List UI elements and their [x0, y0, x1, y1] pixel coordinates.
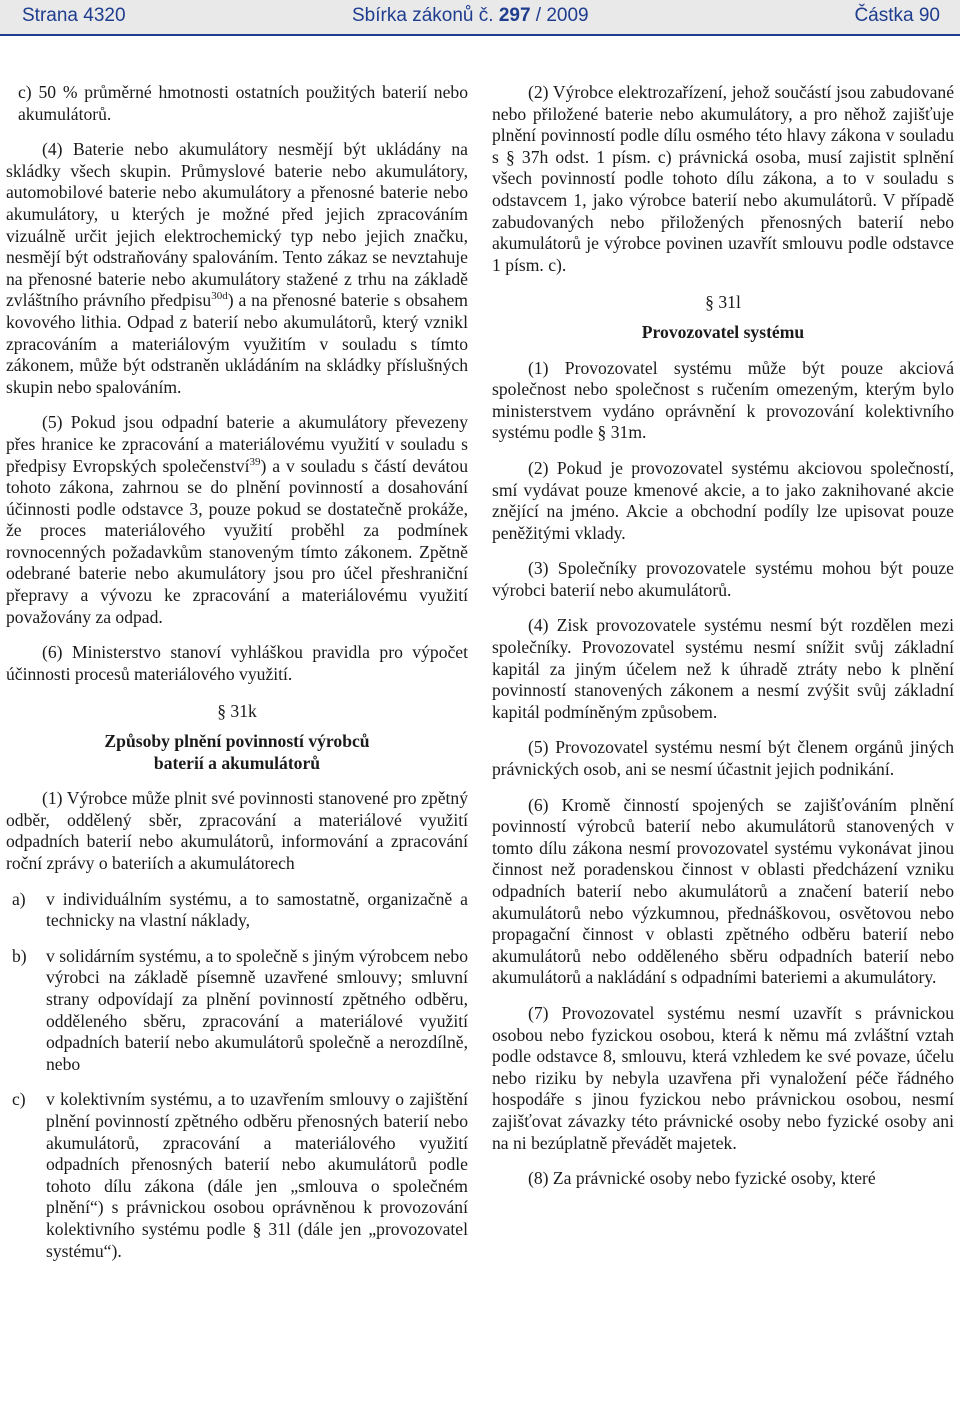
- list-item-c-label: c): [12, 1089, 26, 1110]
- page-header: [0, 0, 960, 36]
- paragraph-4: [6, 139, 468, 398]
- list-item-a-text: v individuálním systému, a to samostatně, organizačně a technicky na vlastní náklady,: [46, 888, 468, 931]
- collection-year: / 2009: [535, 5, 589, 26]
- list-item-b-label: b): [12, 945, 27, 966]
- paragraph-5-text-a: (5) Pokud jsou odpadní baterie a akumulátory převezeny přes hranice ke zpracování a materiálovému využití v souladu s předpisy Evropských společenství: [6, 412, 468, 476]
- list-item-a-label: a): [12, 888, 26, 909]
- page-number: Strana 4320: [22, 5, 126, 26]
- right-column: [492, 82, 954, 1204]
- section-31k-paragraph-2: (2) Výrobce elektrozařízení, jehož součástí jsou zabudované nebo přiložené baterie nebo akumulátory, a pro něhož zajišťuje plnění povinností podle dílu osmého této hlavy zákona v souladu s § 37h odst. 1 písm. c) právnická osoba, musí zajistit splnění všech povinností podle tohoto dílu zákona, a to v souladu s odstavcem 1, jako výrobce baterií nebo akumulátorů. V případě zabudovaných nebo přiložených přenosných baterií nebo akumulátorů je výrobce povinen uzavřít smlouvu podle odstavce 1 písm. c).: [492, 82, 954, 275]
- section-31l-paragraph-4: (4) Zisk provozovatele systému nesmí být rozdělen mezi společníky. Provozovatel systému nesmí snížit svůj základní kapitál za jiným účelem než k úhradě ztráty nebo k plnění povinností stanovených zákonem a nesmí zvýšit svůj základní kapitál podmíněným způsobem.: [492, 615, 954, 722]
- section-31l-paragraph-6: (6) Kromě činností spojených se zajišťováním plnění povinností výrobců baterií nebo akumulátorů stanovených v tomto dílu zákona nesmí provozovatel systému vykonávat jinou činnost než poradenskou činnost v oblasti předcházení vzniku odpadních baterií nebo akumulátorů a značení baterií nebo akumulátorů nebo výzkumnou, přednáškovou, osvětovou nebo propagační činnost v oblasti zpětného odběru baterií nebo akumulátorů nebo odděleného sběru odpadních baterií nebo akumulátorů a nakládání s odpadními bateriemi a akumulátory.: [492, 794, 954, 988]
- list-item-b-text: v solidárním systému, a to společně s jiným výrobcem nebo výrobci na základě písemně uzavřené smlouvy; smluvní strany odpovídají za plnění povinností zpětného odběru, odděleného sběru, zpracování a materiálové využití odpadních baterií nebo akumulátorů společně a nerozdílně, nebo: [46, 945, 468, 1074]
- paragraph-4-text-a: (4) Baterie nebo akumulátory nesmějí být ukládány na skládky všech skupin. Průmyslové baterie nebo akumulátory, automobilové baterie nebo akumulátory a přenosné baterie nebo akumulátory, u kterých je možné před jejich zpracováním vizuálně určit jejich elektrochemický typ nebo jejich značku, nesmějí být odstraňovány spalováním. Tento zákaz se nevztahuje na přenosné baterie nebo akumulátory stažené z trhu na základě zvláštního právního předpisu: [6, 139, 468, 311]
- section-31l-paragraph-5: (5) Provozovatel systému nesmí být členem orgánů jiných právnických osob, ani se nesmí účastnit jejich podnikání.: [492, 737, 954, 780]
- footnote-ref-39: 39: [249, 455, 261, 468]
- issue-number: Částka 90: [854, 5, 940, 26]
- section-31l-paragraph-1: (1) Provozovatel systému může být pouze akciová společnost nebo společnost s ručením omezeným, kterým bylo ministerstvem vydáno oprávnění k provozování kolektivního systému podle § 31m.: [492, 357, 954, 443]
- list-item-c-text: v kolektivním systému, a to uzavřením smlouvy o zajištění plnění povinností zpětného odběru přenosných baterií nebo akumulátorů, zpracování a materiálového využití odpadních přenosných baterií nebo akumulátorů podle tohoto dílu zákona (dále jen „smlouva o společném plnění“) s právnickou osobou oprávněnou k provozování kolektivního systému podle § 31l (dále jen „provozovatel systému“).: [46, 1089, 468, 1261]
- left-column: [6, 82, 468, 1276]
- collection-prefix: Sbírka zákonů č.: [352, 5, 494, 26]
- footnote-ref-30d: 30d: [211, 290, 228, 303]
- section-31k-title-line-1: Způsoby plnění povinností výrobců: [104, 731, 370, 752]
- list-item-c: [6, 1089, 468, 1262]
- paragraph-5-text-b: ) a v souladu s částí devátou tohoto zákona, zahrnou se do plnění povinností a dosahování účinnosti podle odstavce 3, pouze pokud se dostatečně prokáže, že proces materiálového využití proběhl za podmínek rovnocenných požadavkům stanoveným tímto zákonem. Zpětně odebrané baterie nebo akumulátory jsou pro účel přeshraniční přepravy a vývozu ke zpracování a materiálovému využití považovány za odpad.: [6, 455, 469, 627]
- item-c-continued: c) 50 % průměrné hmotnosti ostatních použitých baterií nebo akumulátorů.: [18, 82, 468, 124]
- paragraph-4-text-b: ) a na přenosné baterie s obsahem kovového lithia. Odpad z baterií nebo akumulátorů, který vznikl zpracováním a materiálovým využitím v souladu s tímto zákonem, může být odstraněn ukládáním na skládky příslušných skupin nebo spalováním.: [6, 290, 468, 397]
- collection-number: 297: [498, 5, 531, 26]
- paragraph-5: [6, 412, 468, 628]
- section-31l-paragraph-7: (7) Provozovatel systému nesmí uzavřít s právnickou osobou nebo fyzickou osobou, která k němu má zvláštní vztah podle odstavce 8, smlouvu, která vzhledem ke své povaze, účelu nebo riziku by nebyla uzavřena při vynaložení péče řádného hospodáře s jinou fyzickou nebo právnickou osobou, nesmí zajišťovat závazky této právnické osoby nebo fyzické osoby ani na ni bezúplatně převádět majetek.: [492, 1002, 954, 1153]
- section-31l-paragraph-8: (8) Za právnické osoby nebo fyzické osoby, které: [528, 1168, 876, 1189]
- list-item-b: [6, 946, 468, 1076]
- section-31k-title: [6, 731, 468, 774]
- list-item-a: [6, 889, 468, 932]
- section-31l-title: Provozovatel systému: [641, 321, 805, 342]
- section-31l-number: § 31l: [705, 292, 741, 313]
- section-31l-paragraph-2: (2) Pokud je provozovatel systému akciovou společností, smí vydávat pouze kmenové akcie, a to jako zaknihované akcie znějící na jméno. Akcie a obchodní podíly lze upisovat pouze peněžitými vklady.: [492, 457, 954, 543]
- section-31k-title-line-2: baterií a akumulátorů: [153, 752, 321, 773]
- section-31k-paragraph-1: (1) Výrobce může plnit své povinnosti stanovené pro zpětný odběr, oddělený sběr, zpracování a materiálové využití odpadních baterií nebo akumulátorů, informování a zpracování roční zprávy o bateriích a akumulátorech: [6, 788, 468, 873]
- section-31k-number: § 31k: [217, 701, 257, 722]
- paragraph-6: (6) Ministerstvo stanoví vyhláškou pravidla pro výpočet účinnosti procesů materiálového využití.: [6, 642, 468, 684]
- section-31l-paragraph-3: (3) Společníky provozovatele systému mohou být pouze výrobci baterií nebo akumulátorů.: [492, 558, 954, 600]
- collection-title: [352, 5, 589, 27]
